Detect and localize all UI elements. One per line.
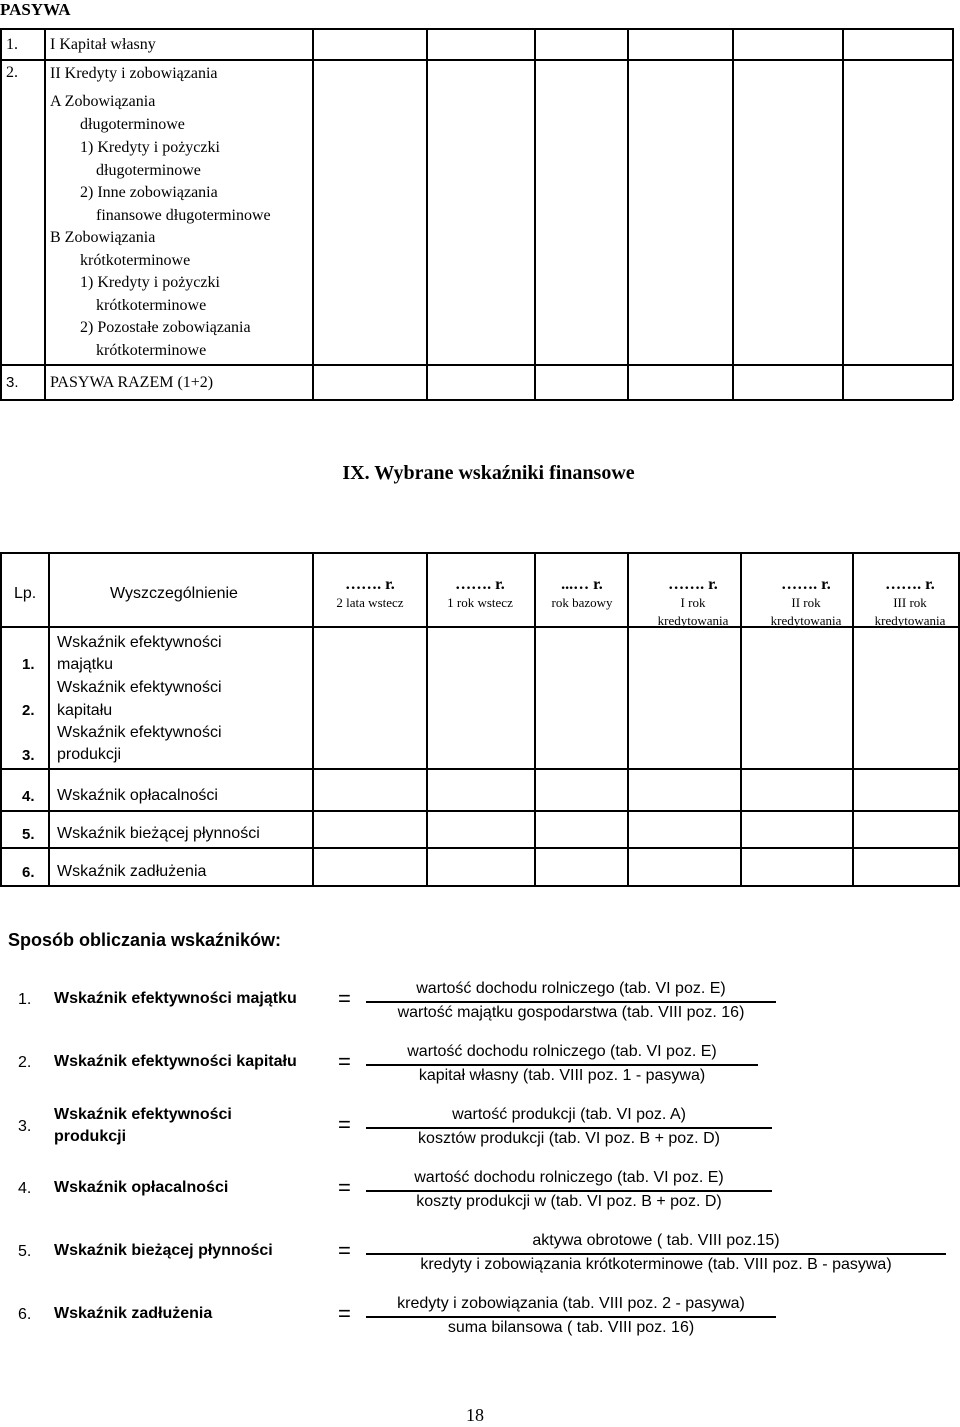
pasywa-row-label: krótkoterminowe <box>96 297 207 314</box>
year-header: ……. r. II rok kredytowania <box>770 576 842 628</box>
name-header: Wyszczególnienie <box>110 585 238 602</box>
indicators-table <box>0 552 960 887</box>
pasywa-row-label: 2) Pozostałe zobowiązania <box>80 319 251 336</box>
pasywa-row-label: 1) Kredyty i pożyczki <box>80 139 220 156</box>
indicator-num: 3. <box>22 747 35 764</box>
formula-numerator: wartość dochodu rolniczego (tab. VI poz. E) <box>407 1043 717 1060</box>
formula-row: 3. Wskaźnik efektywności produkcji = wartość produkcji (tab. VI poz. A) kosztów produkcji (tab. VI poz. B + poz. D) <box>0 1104 960 1164</box>
formula-denominator: wartość majątku gospodarstwa (tab. VIII poz. 16) <box>397 1004 745 1021</box>
year-header: ……. r. 1 rok wstecz <box>447 576 513 610</box>
indicator-label: Wskaźnik zadłużenia <box>57 863 207 880</box>
year-header: ……. r. III rok kredytowania <box>874 576 946 628</box>
formula-numerator: wartość dochodu rolniczego (tab. VI poz. E) <box>416 980 726 997</box>
indicator-num: 5. <box>22 826 35 843</box>
indicator-label: Wskaźnik bieżącej płynności <box>57 825 260 842</box>
pasywa-row-label: B Zobowiązania <box>50 229 156 246</box>
indicator-label: Wskaźnik efektywności <box>57 724 222 741</box>
indicator-label: Wskaźnik efektywności <box>57 679 222 696</box>
indicator-label: kapitału <box>57 702 113 719</box>
lp-header: Lp. <box>14 585 37 602</box>
indicator-label: Wskaźnik opłacalności <box>57 787 218 804</box>
indicator-num: 1. <box>22 656 35 673</box>
indicator-num: 2. <box>22 702 35 719</box>
pasywa-row-num: 1. <box>6 36 18 53</box>
indicator-label: produkcji <box>57 746 122 763</box>
indicator-num: 4. <box>22 788 35 805</box>
pasywa-row-label: długoterminowe <box>96 162 201 179</box>
formula-denominator: suma bilansowa ( tab. VIII poz. 16) <box>447 1319 695 1336</box>
pasywa-row-label: II Kredyty i zobowiązania <box>50 65 218 82</box>
formula-numerator: wartość dochodu rolniczego (tab. VI poz. E) <box>414 1169 724 1186</box>
formula-row: 2. Wskaźnik efektywności kapitału = wartość dochodu rolniczego (tab. VI poz. E) kapitał własny (tab. VIII poz. 1 - pasywa) <box>0 1041 960 1101</box>
formula-numerator: aktywa obrotowe ( tab. VIII poz.15) <box>532 1232 780 1249</box>
pasywa-row-label: krótkoterminowe <box>80 252 191 269</box>
calculation-title: Sposób obliczania wskaźników: <box>8 930 282 950</box>
formula-denominator: koszty produkcji w (tab. VI poz. B + poz. D) <box>416 1193 722 1210</box>
section-title: IX. Wybrane wskaźniki finansowe <box>342 462 635 484</box>
pasywa-row-label: długoterminowe <box>80 116 185 133</box>
formula-denominator: kapitał własny (tab. VIII poz. 1 - pasywa) <box>418 1067 706 1084</box>
formula-row: 5. Wskaźnik bieżącej płynności = aktywa obrotowe ( tab. VIII poz.15) kredyty i zobowiązania krótkoterminowe (tab. VIII poz. B - pasywa) <box>0 1230 960 1290</box>
formula-denominator: kredyty i zobowiązania krótkoterminowe (tab. VIII poz. B - pasywa) <box>420 1256 892 1273</box>
pasywa-row-num: 3. <box>6 374 19 391</box>
formula-row: 4. Wskaźnik opłacalności = wartość dochodu rolniczego (tab. VI poz. E) koszty produkcji w (tab. VI poz. B + poz. D) <box>0 1167 960 1227</box>
formula-numerator: kredyty i zobowiązania (tab. VIII poz. 2 - pasywa) <box>397 1295 745 1312</box>
pasywa-row-label: A Zobowiązania <box>50 93 156 110</box>
formula-numerator: wartość produkcji (tab. VI poz. A) <box>452 1106 686 1123</box>
year-header: ...… r. rok bazowy <box>551 576 613 610</box>
pasywa-row-label: finansowe długoterminowe <box>96 207 271 224</box>
pasywa-table <box>0 28 953 400</box>
pasywa-row-label: I Kapitał własny <box>50 36 156 53</box>
year-header: ……. r. I rok kredytowania <box>657 576 729 628</box>
page-number: 18 <box>466 1405 484 1425</box>
pasywa-row-label: krótkoterminowe <box>96 342 207 359</box>
formula-row: 1. Wskaźnik efektywności majątku = wartość dochodu rolniczego (tab. VI poz. E) wartość majątku gospodarstwa (tab. VIII poz. 16) <box>0 978 960 1038</box>
pasywa-row-label: 1) Kredyty i pożyczki <box>80 274 220 291</box>
formula-row: 6. Wskaźnik zadłużenia = kredyty i zobowiązania (tab. VIII poz. 2 - pasywa) suma bilansowa ( tab. VIII poz. 16) <box>0 1293 960 1353</box>
indicator-num: 6. <box>22 864 35 881</box>
pasywa-row-label: PASYWA RAZEM (1+2) <box>50 374 214 391</box>
year-header: ……. r. 2 lata wstecz <box>336 576 404 610</box>
indicator-label: Wskaźnik efektywności <box>57 634 222 651</box>
pasywa-row-label: 2) Inne zobowiązania <box>80 184 218 201</box>
formula-denominator: kosztów produkcji (tab. VI poz. B + poz. D) <box>418 1130 720 1147</box>
pasywa-title: PASYWA <box>0 0 71 19</box>
indicator-label: majątku <box>57 656 114 673</box>
pasywa-row-num: 2. <box>6 64 18 81</box>
